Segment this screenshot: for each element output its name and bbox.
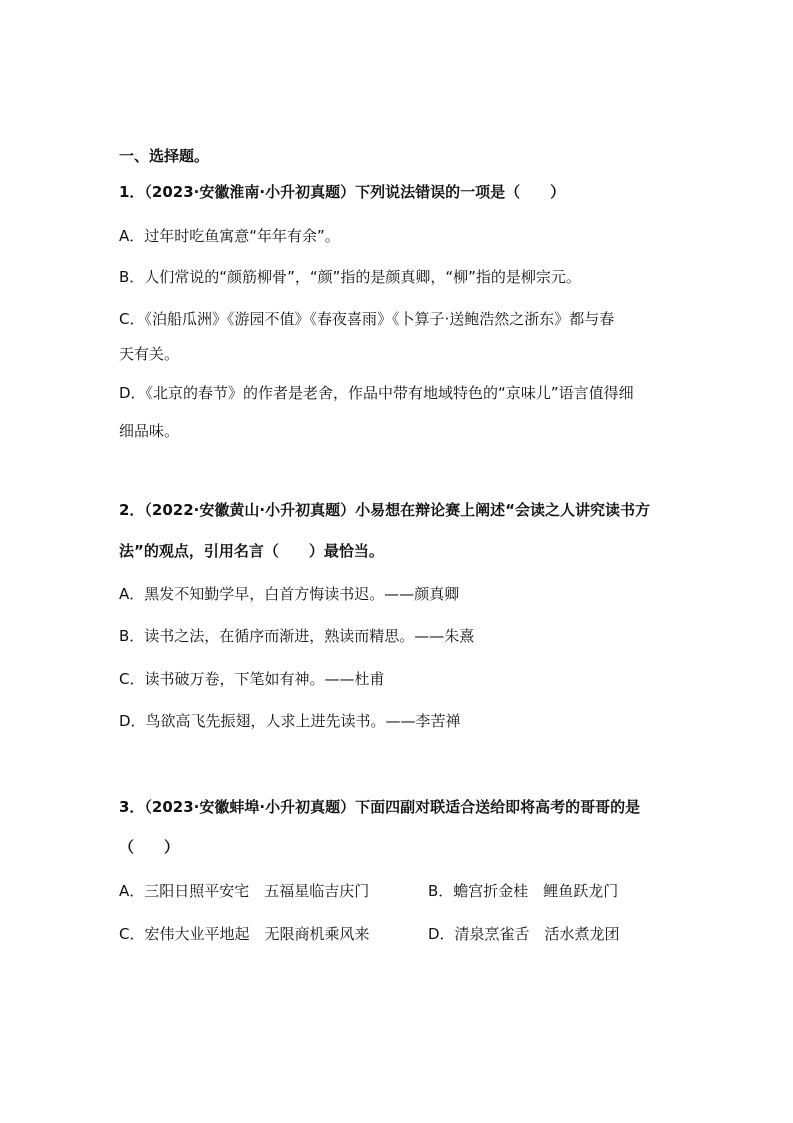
question-3-option-b: B．蟾宫折金桂 鲤鱼跃龙门 (428, 882, 619, 900)
question-1-option-b: B．人们常说的“颜筋柳骨”，“颜”指的是颜真卿，“柳”指的是柳宗元。 (119, 268, 581, 286)
question-1-option-c-line-1: C．《泊船瓜洲》《游园不值》《春夜喜雨》《卜算子·送鲍浩然之浙东》都与春 (119, 310, 615, 328)
question-2-stem-line-2: 法”的观点，引用名言（ ）最恰当。 (119, 542, 384, 560)
question-2-option-d: D．鸟欲高飞先振翅，人求上进先读书。——李苦禅 (119, 712, 461, 730)
question-2-option-a: A．黑发不知勤学早，白首方悔读书迟。——颜真卿 (119, 585, 460, 603)
question-2-stem-line-1: 2．（2022·安徽黄山·小升初真题）小易想在辩论赛上阐述“会读之人讲究读书方 (119, 501, 650, 519)
question-2-option-c: C．读书破万卷，下笔如有神。——杜甫 (119, 670, 385, 688)
question-2-option-b: B．读书之法，在循序而渐进，熟读而精思。——朱熹 (119, 627, 475, 645)
question-3-option-a: A．三阳日照平安宅 五福星临吉庆门 (119, 882, 370, 900)
question-1-option-d-line-1: D．《北京的春节》的作者是老舍，作品中带有地域特色的“京味儿”语言值得细 (119, 384, 634, 402)
question-3-stem-line-1: 3．（2023·安徽蚌埠·小升初真题）下面四副对联适合送给即将高考的哥哥的是 (119, 798, 641, 816)
question-1-option-d-line-2: 细品味。 (119, 422, 180, 440)
question-3-option-d: D．清泉烹雀舌 活水煮龙团 (428, 925, 620, 943)
question-3-option-c: C．宏伟大业平地起 无限商机乘风来 (119, 925, 370, 943)
section-heading: 一、选择题。 (119, 147, 210, 165)
question-1-option-a: A．过年时吃鱼寓意“年年有余”。 (119, 227, 340, 245)
question-1-option-c-line-2: 天有关。 (119, 345, 180, 363)
question-1-stem: 1．（2023·安徽淮南·小升初真题）下列说法错误的一项是（ ） (119, 183, 566, 201)
question-3-stem-line-2: （ ） (119, 838, 180, 856)
